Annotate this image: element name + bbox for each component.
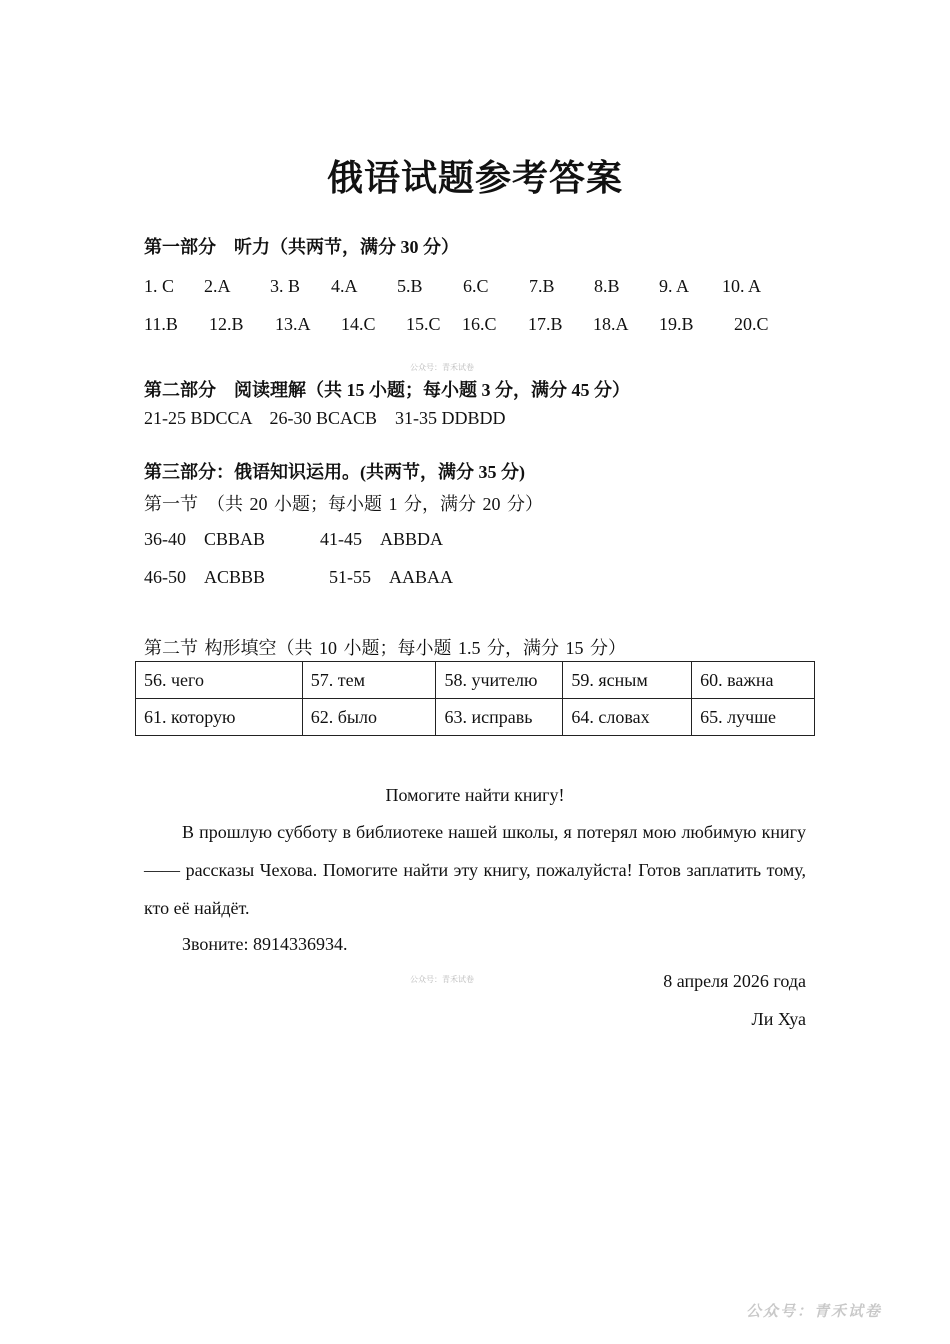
fill-answer-table: [135, 661, 815, 736]
answer-2: 2.A: [204, 276, 231, 296]
watermark-small-2: 公众号：青禾试卷: [410, 975, 474, 984]
writing-title: Помогите найти книгу!: [385, 785, 565, 805]
answer-5: 5.B: [397, 276, 423, 296]
answer-17: 17.B: [528, 314, 563, 334]
table-cell: 59. ясным: [563, 662, 692, 699]
answer-10: 10. A: [722, 276, 762, 296]
table-cell: 60. важна: [692, 662, 815, 699]
answer-8: 8.B: [594, 276, 620, 296]
page-title: 俄语试题参考答案: [326, 158, 623, 199]
table-cell: 61. которую: [136, 699, 303, 736]
answer-7: 7.B: [529, 276, 555, 296]
table-cell: 57. тем: [302, 662, 436, 699]
answer-11: 11.B: [144, 314, 178, 334]
answer-13: 13.A: [275, 314, 311, 334]
table-cell: 64. словах: [563, 699, 692, 736]
answer-9: 9. A: [659, 276, 690, 296]
writing-phone: Звоните: 8914336934.: [182, 934, 348, 954]
writing-signature: Ли Хуа: [751, 1009, 806, 1029]
part1-heading: 第一部分 听力（共两节，满分 30 分）: [144, 237, 459, 257]
part2-answers: 21-25 BDCCA 26-30 BCACB 31-35 DDBDD: [144, 408, 506, 428]
part3-heading: 第三部分：俄语知识运用。(共两节，满分 35 分): [144, 462, 525, 482]
answer-19: 19.B: [659, 314, 694, 334]
table-cell: 63. исправь: [436, 699, 563, 736]
table-row: [136, 699, 815, 736]
answer-16: 16.C: [462, 314, 497, 334]
answer-3: 3. B: [270, 276, 301, 296]
section1-answers-36-40: 36-40 CBBAB: [144, 529, 266, 549]
answer-12: 12.B: [209, 314, 244, 334]
watermark-corner: 公众号：青禾试卷: [745, 1302, 882, 1320]
section1-heading: 第一节 （共 20 小题；每小题 1 分，满分 20 分）: [144, 494, 543, 514]
table-row: [136, 662, 815, 699]
writing-date: 8 апреля 2026 года: [663, 971, 806, 991]
section2-heading: 第二节 构形填空（共 10 小题；每小题 1.5 分，满分 15 分）: [144, 638, 626, 658]
section1-answers-51-55: 51-55 AABAA: [329, 567, 453, 587]
table-cell: 62. было: [302, 699, 436, 736]
part2-heading: 第二部分 阅读理解（共 15 小题；每小题 3 分，满分 45 分）: [144, 380, 630, 400]
section1-answers-41-45: 41-45 ABBDA: [320, 529, 444, 549]
answer-20: 20.C: [734, 314, 769, 334]
answer-6: 6.C: [463, 276, 489, 296]
answer-14: 14.C: [341, 314, 376, 334]
table-cell: 58. учителю: [436, 662, 563, 699]
answer-18: 18.A: [593, 314, 629, 334]
section1-answers-46-50: 46-50 ACBBB: [144, 567, 266, 587]
answer-15: 15.C: [406, 314, 441, 334]
table-cell: 65. лучше: [692, 699, 815, 736]
answer-4: 4.A: [331, 276, 358, 296]
writing-body: В прошлую субботу в библиотеке нашей школы, я потерял мою любимую книгу —— рассказы Чехова. Помогите найти эту книгу, пожалуйста! Готов заплатить тому, кто её найдёт.: [144, 822, 806, 918]
watermark-small: 公众号：青禾试卷: [410, 363, 474, 372]
table-cell: 56. чего: [136, 662, 303, 699]
answer-1: 1. C: [144, 276, 175, 296]
